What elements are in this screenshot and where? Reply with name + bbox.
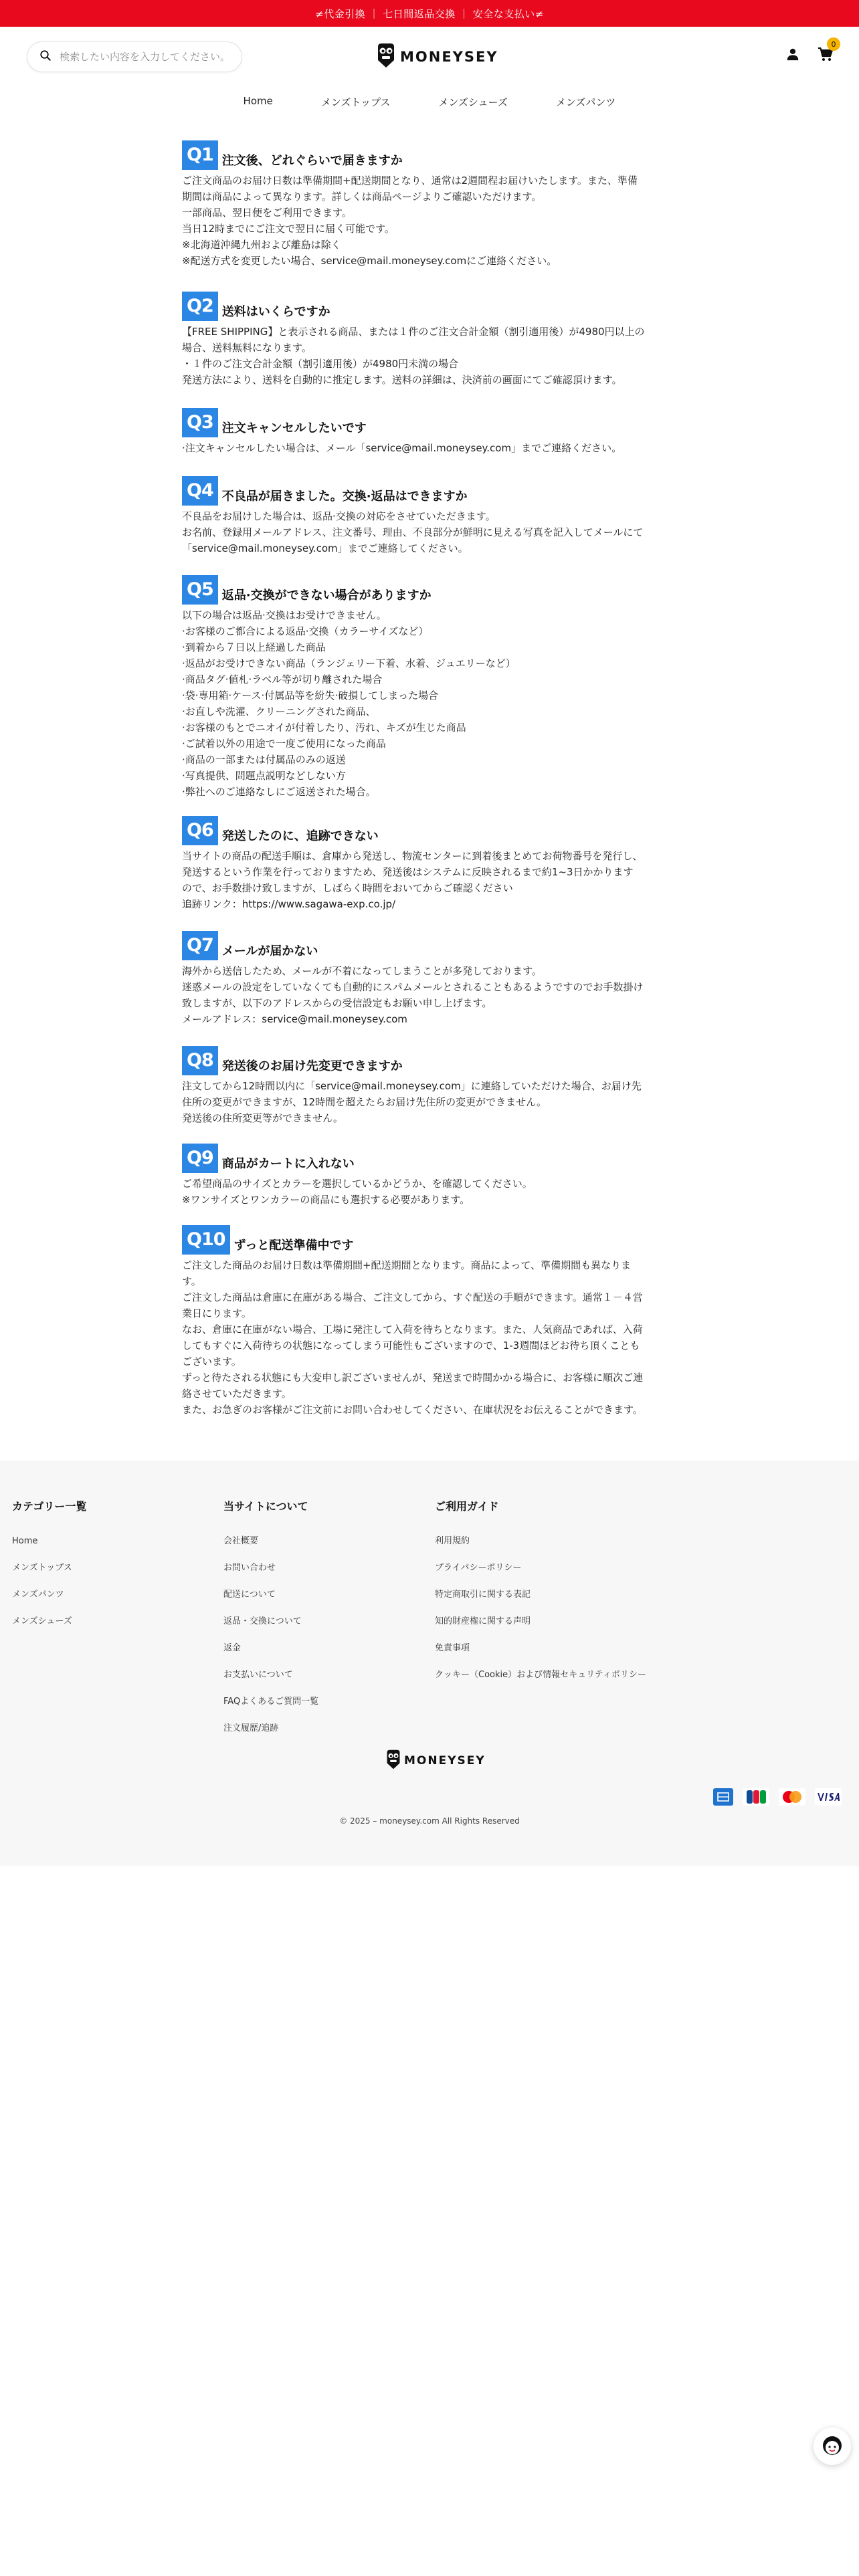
footer-link[interactable]: メンズトップス bbox=[12, 1563, 72, 1573]
header-actions bbox=[785, 39, 836, 64]
answer-text: ·注文キャンセルしたい場合は、メール「service@mail.moneysey.com」までご連絡ください。 bbox=[182, 442, 622, 454]
footer-heading: カテゴリー一覧 bbox=[12, 1500, 87, 1513]
question-badge: Q6 bbox=[182, 816, 218, 845]
footer-link[interactable]: 利用規約 bbox=[435, 1536, 470, 1546]
mastercard-icon bbox=[779, 1788, 805, 1806]
answer-text: 不良品をお届けした場合は、返品·交換の対応をさせていただきます。 お名前、登録用メールアドレス、注文番号、理由、不良部分が鮮明に見える写真を記入してメールにて 「service@mail.moneysey.com」までご連絡してください。 bbox=[182, 510, 644, 554]
faq-item-q10 bbox=[182, 1225, 677, 1418]
faq-item-q4 bbox=[182, 476, 677, 556]
question-badge: Q3 bbox=[182, 408, 218, 437]
footer-link[interactable]: 会社概要 bbox=[223, 1536, 259, 1546]
footer-link[interactable]: メンズパンツ bbox=[12, 1590, 64, 1600]
faq-item-q3 bbox=[182, 408, 677, 456]
faq-item-q9 bbox=[182, 1144, 677, 1208]
footer-link[interactable]: クッキー（Cookie）および情報セキュリティポリシー bbox=[435, 1670, 646, 1680]
answer-text: ご注文した商品のお届け日数は準備期間+配送期間となります。商品によって、準備期間も異なりま す。 ご注文した商品は倉庫に在庫がある場合、ご注文してから、すぐ配送の手順ができます。通常１－４営 業日にります。 なお、倉庫に在庫がない場合、工場に発注して入荷を待ちとなります。また、人気商品であれば、入荷 してもすぐに入荷待ちの状態になってしまう可能性もございますので、1-3週間ほどお待ち頂くことも ございます。 ずっと待たされる状態にも大変申し訳ございませんが、発送まで時間かかる場合に、お客様に順次ご連 絡させていただきます。 また、お急ぎのお客様がご注文前にお問い合わせしてください、在庫状況をお伝えることができます。 bbox=[182, 1259, 644, 1416]
question-title: 注文キャンセルしたいです bbox=[221, 421, 367, 435]
footer-link[interactable]: プライバシーポリシー bbox=[435, 1563, 522, 1573]
footer-heading: ご利用ガイド bbox=[435, 1500, 499, 1513]
question-title: 送料はいくらですか bbox=[221, 305, 330, 319]
cart-button[interactable] bbox=[818, 39, 836, 64]
question-badge: Q7 bbox=[182, 931, 218, 960]
visa-icon bbox=[815, 1788, 842, 1806]
footer-heading: 当サイトについて bbox=[223, 1500, 308, 1513]
question-title: 不良品が届きました。交換·返品はできますか bbox=[221, 490, 468, 504]
question-title: 発送後のお届け先変更できますか bbox=[221, 1059, 403, 1073]
cart-count-badge: 0 bbox=[827, 37, 840, 51]
footer-col-about bbox=[223, 1498, 318, 1750]
answer-text: ご注文商品のお届け日数は準備期間+配送期間となり、通常は2週間程お届けいたします。また、準備 期間は商品によって異なります。詳しくは商品ページよりご確認いただけます。 一部商品、翌日便をご利用できます。 当日12時までにご注文で翌日に届く可能です。 ※北海道沖縄九州および離島は除く ※配送方式を変更したい場合、service@mail.moneysey.comにご連絡ください。 bbox=[182, 175, 638, 267]
footer-link[interactable]: 注文履歴/追跡 bbox=[223, 1723, 279, 1733]
question-title: 注文後、どれぐらいで届きますか bbox=[221, 154, 403, 168]
site-footer bbox=[0, 1461, 859, 1866]
question-badge: Q9 bbox=[182, 1144, 218, 1173]
question-badge: Q4 bbox=[182, 476, 218, 506]
footer-link[interactable]: 免責事項 bbox=[435, 1643, 470, 1653]
faq-item-q2 bbox=[182, 292, 677, 388]
footer-link[interactable]: Home bbox=[12, 1536, 38, 1546]
question-title: 商品がカートに入れない bbox=[221, 1157, 355, 1171]
question-badge: Q8 bbox=[182, 1046, 218, 1075]
footer-col-guide bbox=[435, 1498, 649, 1706]
site-header bbox=[0, 27, 859, 90]
copyright-text: © 2025 – moneysey.com All Rights Reserved bbox=[339, 1816, 520, 1826]
question-title: メールが届かない bbox=[221, 944, 318, 958]
payment-methods bbox=[713, 1788, 842, 1806]
question-title: ずっと配送準備中です bbox=[233, 1239, 354, 1253]
main-nav bbox=[0, 90, 859, 123]
nav-mens-tops[interactable]: メンズトップス bbox=[320, 96, 391, 108]
announcement-text: ≠代金引換 ｜ 七日間返品交換 ｜ 安全な支払い≠ bbox=[315, 7, 544, 20]
footer-link[interactable]: 配送について bbox=[223, 1590, 276, 1600]
footer-link[interactable]: メンズシューズ bbox=[12, 1616, 72, 1626]
answer-text: 注文してから12時間以内に「service@mail.moneysey.com」に連絡していただけた場合、お届け先 住所の変更ができますが、12時間を超えたらお届け先住所の変更ができません。 発送後の住所変更等ができません。 bbox=[182, 1080, 642, 1124]
question-badge: Q5 bbox=[182, 575, 218, 605]
jcb-icon bbox=[743, 1788, 769, 1806]
nav-mens-shoes[interactable]: メンズシューズ bbox=[438, 96, 508, 108]
logo-mascot-icon bbox=[376, 43, 396, 71]
question-badge: Q10 bbox=[182, 1225, 230, 1255]
chat-widget-button[interactable] bbox=[814, 2428, 851, 2465]
answer-text: 当サイトの商品の配送手順は、倉庫から発送し、物流センターに到着後まとめてお荷物番号を発行し、 発送するという作業を行っておりますため、発送後はシステムに反映されるまで約1~3日かかります ので、お手数掛け致しますが、しばらく時間をおいてからご確認ください 追跡リンク：https://www.sagawa-exp.co.jp/ bbox=[182, 850, 643, 910]
footer-link[interactable]: 特定商取引に関する表記 bbox=[435, 1590, 531, 1600]
announcement-bar bbox=[0, 0, 859, 27]
footer-link[interactable]: お問い合わせ bbox=[223, 1563, 276, 1573]
question-title: 返品·交換ができない場合がありますか bbox=[221, 588, 432, 603]
account-icon[interactable] bbox=[785, 47, 800, 64]
logo-text: MONEYSEY bbox=[404, 1754, 486, 1767]
logo-mascot-icon bbox=[385, 1749, 401, 1772]
nav-home[interactable]: Home bbox=[243, 95, 273, 107]
answer-text: 以下の場合は返品·交換はお受けできません。 ·お客様のご都合による返品·交換（カラーサイズなど） ·到着から７日以上経過した商品 ·返品がお受けできない商品（ランジェリー下着、水着、ジュエリーなど） ·商品タグ·値札·ラベル等が切り離された場合 ·袋·専用箱·ケース·付属品等を紛失·破損してしまった場合 ·お直しや洗濯、クリーニングされた商品、 ·お客様のもとでニオイが付着したり、汚れ、キズが生じた商品 ·ご試着以外の用途で一度ご使用になった商品 ·商品の一部または付属品のみの返送 ·写真提供、問題点説明などしない方 ·弊社へのご連絡なしにご返送された場合。 bbox=[182, 609, 516, 798]
footer-link[interactable]: 返金 bbox=[223, 1643, 242, 1653]
faq-item-q1 bbox=[182, 140, 677, 269]
cart-icon bbox=[818, 51, 834, 64]
footer-link[interactable]: FAQよくあるご質問一覧 bbox=[223, 1697, 319, 1707]
search-icon bbox=[39, 49, 52, 64]
answer-text: ご希望商品のサイズとカラーを選択しているかどうか、を確認してください。 ※ワンサイズとワンカラーの商品にも選択する必要があります。 bbox=[182, 1178, 533, 1206]
question-badge: Q2 bbox=[182, 292, 218, 321]
faq-item-q5 bbox=[182, 575, 677, 800]
faq-item-q7 bbox=[182, 931, 677, 1027]
footer-link[interactable]: 返品・交換について bbox=[223, 1616, 302, 1626]
search-input[interactable] bbox=[60, 51, 227, 63]
answer-text: 【FREE SHIPPING】と表示される商品、または１件のご注文合計金額（割引適用後）が4980円以上の 場合、送料無料になります。 ・１件のご注文合計金額（割引適用後）が4980円未満の場合 発送方法により、送料を自動的に推定します。送料の詳細は、決済前の画面にてご確認頂けます。 bbox=[182, 326, 645, 386]
footer-link[interactable]: 知的財産権に関する声明 bbox=[435, 1616, 531, 1626]
question-title: 発送したのに、追跡できない bbox=[221, 829, 379, 843]
answer-text: 海外から送信したため、メールが不着になってしまうことが多発しております。 迷惑メールの設定をしていなくても自動的にスパムメールとされることもあるようですのでお手数掛け 致しますが、以下のアドレスからの受信設定もお願い申し上げます。 メールアドレス：service@mail.moneysey.com bbox=[182, 965, 644, 1025]
logo-text: MONEYSEY bbox=[400, 49, 498, 65]
nav-mens-pants[interactable]: メンズパンツ bbox=[555, 96, 616, 108]
search-box[interactable] bbox=[27, 41, 242, 72]
faq-item-q6 bbox=[182, 816, 677, 912]
footer-logo[interactable] bbox=[385, 1749, 486, 1772]
faq-item-q8 bbox=[182, 1046, 677, 1126]
footer-link[interactable]: お支払いについて bbox=[223, 1670, 293, 1680]
site-logo[interactable] bbox=[376, 43, 498, 71]
amex-icon bbox=[713, 1788, 733, 1806]
chat-avatar-icon bbox=[819, 2432, 846, 2461]
question-badge: Q1 bbox=[182, 140, 218, 170]
footer-col-categories bbox=[12, 1498, 86, 1643]
